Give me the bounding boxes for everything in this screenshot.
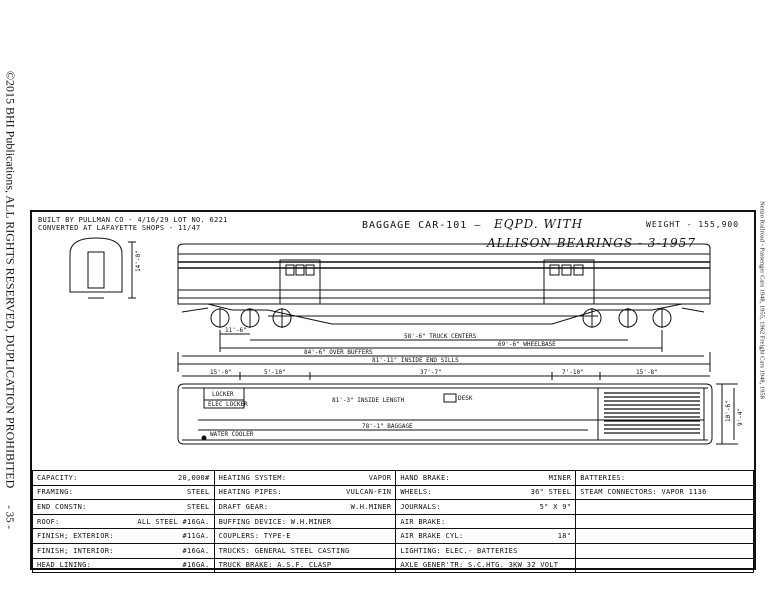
spec-value: 5" X 9" bbox=[539, 502, 572, 511]
spec-label: CAPACITY: bbox=[37, 473, 78, 482]
dim-over-buffers: 84'-6" OVER BUFFERS bbox=[304, 349, 373, 356]
spec-value: VAPOR bbox=[368, 473, 392, 482]
label-locker: LOCKER bbox=[212, 391, 234, 398]
spec-label: FRAMING: bbox=[37, 488, 74, 497]
dim-inside-end-sills: 81'-11" INSIDE END SILLS bbox=[372, 357, 459, 364]
spec-cell bbox=[33, 529, 215, 544]
spec-cell bbox=[214, 514, 396, 529]
dim-seg-1: 15'-0" bbox=[210, 369, 232, 376]
label-desk: DESK bbox=[458, 395, 473, 402]
spec-cell bbox=[576, 500, 754, 515]
dim-inside-length: 81'-3" INSIDE LENGTH bbox=[332, 397, 405, 404]
spec-value: ALL STEEL #16GA. bbox=[137, 517, 210, 526]
spec-row bbox=[33, 500, 754, 515]
desk bbox=[444, 394, 456, 402]
spec-cell bbox=[576, 543, 754, 558]
spec-cell bbox=[396, 485, 576, 500]
spec-label: END CONSTN: bbox=[37, 502, 87, 511]
side-elevation-body bbox=[178, 244, 710, 304]
spec-row bbox=[33, 471, 754, 486]
spec-cell bbox=[396, 543, 576, 558]
drawing-sheet bbox=[30, 210, 756, 570]
publication-caption: Nenzo Railroad - Passenger Cars 1948, 1955, 1962 Freight Cars 1948, 1958 bbox=[758, 201, 766, 399]
spec-cell bbox=[576, 529, 754, 544]
spec-value: #16GA. bbox=[182, 561, 210, 570]
spec-value: 36" STEEL bbox=[530, 488, 572, 497]
dim-wheelbase: 69'-6" WHEELBASE bbox=[498, 341, 556, 348]
spec-value: #16GA. bbox=[182, 546, 210, 555]
converted-line: CONVERTED AT LAFAYETTE SHOPS - 11/47 bbox=[38, 224, 201, 232]
spec-row bbox=[33, 529, 754, 544]
spec-value: STEEL bbox=[187, 502, 210, 511]
spec-cell bbox=[33, 543, 215, 558]
spec-row bbox=[33, 485, 754, 500]
spec-row bbox=[33, 558, 754, 573]
spec-value: 18" bbox=[557, 532, 572, 541]
label-water-cooler: WATER COOLER bbox=[210, 431, 254, 438]
spec-label: ROOF: bbox=[37, 517, 60, 526]
weight-label: WEIGHT - 155,900 bbox=[646, 220, 740, 229]
spec-cell bbox=[396, 529, 576, 544]
hatched-end bbox=[598, 388, 704, 440]
spec-cell bbox=[396, 500, 576, 515]
spec-label: TRUCKS: GENERAL STEEL CASTING bbox=[218, 546, 350, 555]
specifications-table bbox=[32, 470, 754, 573]
spec-cell bbox=[214, 485, 396, 500]
spec-cell bbox=[576, 471, 754, 486]
spec-row bbox=[33, 543, 754, 558]
spec-cell bbox=[33, 500, 215, 515]
dim-width-outer: 10'-6" bbox=[725, 400, 732, 422]
spec-label: AIR BRAKE: bbox=[400, 517, 446, 526]
spec-cell bbox=[396, 558, 576, 573]
spec-label: STEAM CONNECTORS: VAPOR 1136 bbox=[580, 488, 707, 497]
spec-label: LIGHTING: ELEC.- BATTERIES bbox=[400, 546, 518, 555]
spec-cell bbox=[214, 529, 396, 544]
spec-cell bbox=[214, 500, 396, 515]
spec-cell bbox=[214, 543, 396, 558]
spec-cell bbox=[576, 485, 754, 500]
spec-cell bbox=[396, 471, 576, 486]
spec-value: W.H.MINER bbox=[350, 502, 392, 511]
page-number: - 35 - bbox=[3, 505, 16, 530]
spec-label: FINISH; EXTERIOR: bbox=[37, 532, 114, 541]
dim-truck-centers: 58'-6" TRUCK CENTERS bbox=[404, 333, 477, 340]
spec-label: COUPLERS: TYPE-E bbox=[218, 532, 291, 541]
spec-label: FINISH; INTERIOR: bbox=[37, 546, 114, 555]
spec-cell bbox=[576, 514, 754, 529]
spec-cell bbox=[33, 514, 215, 529]
built-line: BUILT BY PULLMAN CO - 4/16/29 LOT NO. 6221 bbox=[38, 216, 228, 224]
spec-value: 20,000# bbox=[177, 473, 210, 482]
spec-cell bbox=[33, 485, 215, 500]
spec-cell bbox=[214, 558, 396, 573]
spec-label: WHEELS: bbox=[400, 488, 432, 497]
spec-label: HEAD LINING: bbox=[37, 561, 92, 570]
copyright-sidebar bbox=[3, 71, 18, 529]
dim-height: 14'-0" bbox=[135, 250, 142, 272]
dim-truck-offset: 11'-6" bbox=[225, 327, 247, 334]
spec-label: AIR BRAKE CYL: bbox=[400, 532, 464, 541]
spec-cell bbox=[214, 471, 396, 486]
dim-seg-5: 15'-8" bbox=[636, 369, 658, 376]
dim-width-inner: 9'-4" bbox=[737, 407, 744, 426]
end-view-outline bbox=[70, 238, 122, 292]
spec-value: MINER bbox=[548, 473, 572, 482]
drawing-title: BAGGAGE CAR-101 — bbox=[362, 220, 482, 231]
spec-value: STEEL bbox=[187, 488, 210, 497]
dim-seg-4: 7'-10" bbox=[562, 369, 584, 376]
dim-baggage: 78'-1" BAGGAGE bbox=[362, 423, 413, 430]
end-view-door bbox=[88, 252, 104, 288]
copyright-text: ©2015 BHI Publications, ALL RIGHTS RESERVED, DUPLICATION PROHIBITED bbox=[3, 70, 18, 489]
spec-cell bbox=[396, 514, 576, 529]
spec-row bbox=[33, 514, 754, 529]
dim-seg-3: 37'-7" bbox=[420, 369, 442, 376]
spec-label: BUFFING DEVICE: W.H.MINER bbox=[218, 517, 332, 526]
spec-label: AXLE GENER'TR: S.C.HTG. 3KW 32 VOLT bbox=[400, 561, 559, 570]
spec-value: VULCAN-FIN bbox=[346, 488, 392, 497]
dim-seg-2: 5'-10" bbox=[264, 369, 286, 376]
spec-label: HAND BRAKE: bbox=[400, 473, 450, 482]
spec-cell bbox=[33, 471, 215, 486]
spec-cell bbox=[33, 558, 215, 573]
spec-label: JOURNALS: bbox=[400, 502, 441, 511]
spec-value: #11GA. bbox=[182, 532, 210, 541]
spec-label: HEATING SYSTEM: bbox=[218, 473, 287, 482]
spec-label: HEATING PIPES: bbox=[218, 488, 282, 497]
label-elec-locker: ELEC LOCKER bbox=[208, 401, 248, 408]
spec-label: BATTERIES: bbox=[580, 473, 626, 482]
handwritten-note-1: EQPD. WITH bbox=[494, 217, 584, 231]
spec-label: DRAFT GEAR: bbox=[218, 502, 269, 511]
car-diagram bbox=[32, 212, 754, 470]
side-door-right bbox=[544, 260, 594, 304]
handwritten-note-2: ALLISON BEARINGS - 3-1957 bbox=[487, 236, 696, 250]
spec-cell bbox=[576, 558, 754, 573]
spec-label: TRUCK BRAKE: A.S.F. CLASP bbox=[218, 561, 332, 570]
